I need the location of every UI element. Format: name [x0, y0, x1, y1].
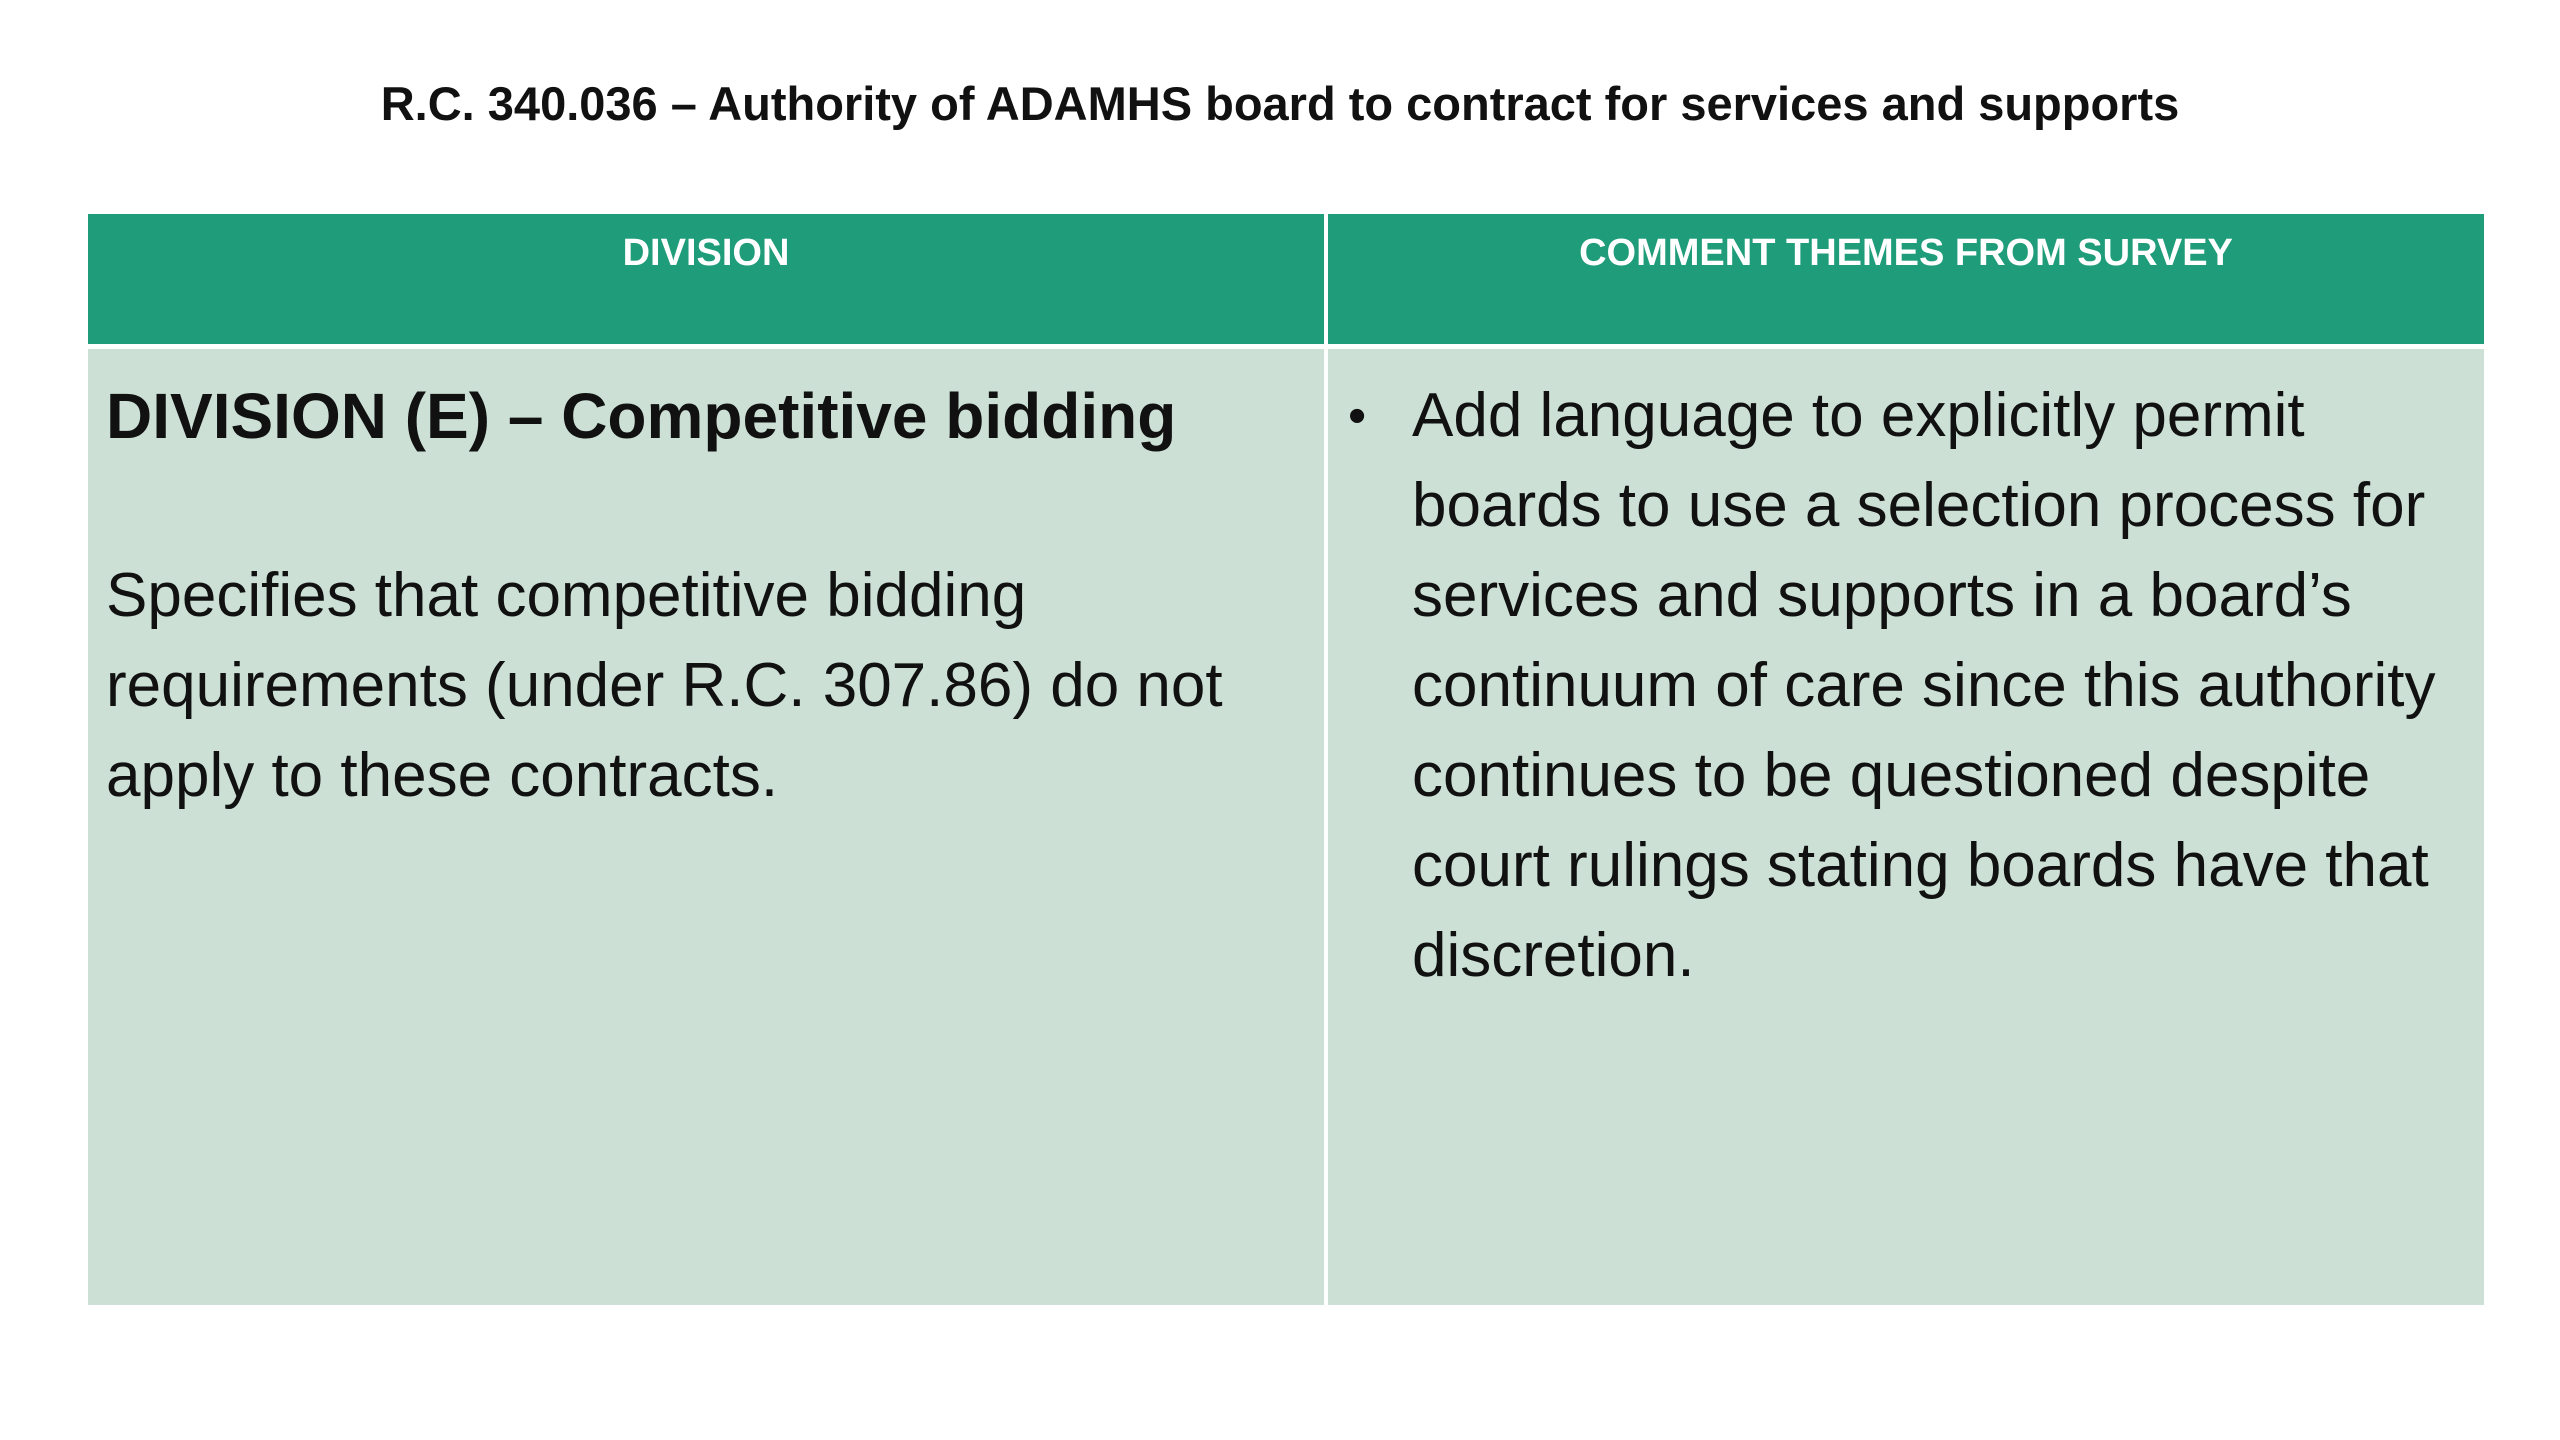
bullet-icon: •	[1348, 387, 1367, 445]
header-division: DIVISION	[622, 232, 790, 274]
comment-themes-cell	[1328, 349, 2484, 1305]
comment-list	[1348, 371, 2464, 1001]
header-comment-themes: COMMENT THEMES FROM SURVEY	[1579, 232, 2233, 274]
division-description: Specifies that competitive bidding requirements (under R.C. 307.86) do not apply to these contracts.	[106, 561, 1223, 810]
column-divider	[1324, 214, 1328, 1305]
comment-text: Add language to explicitly permit boards to use a selection process for services and supports in a board’s continuum of care since this authority continues to be questioned despite court rulings stating boards have that discretion.	[1412, 381, 2436, 990]
comparison-table	[88, 214, 2484, 1305]
row-divider	[88, 344, 2484, 349]
table-header-row	[88, 214, 2484, 344]
division-heading: DIVISION (E) – Competitive bidding	[106, 380, 1177, 452]
slide-title: R.C. 340.036 – Authority of ADAMHS board to contract for services and supports	[380, 77, 2180, 130]
list-item	[1348, 371, 2464, 1001]
division-cell	[88, 349, 1324, 1305]
